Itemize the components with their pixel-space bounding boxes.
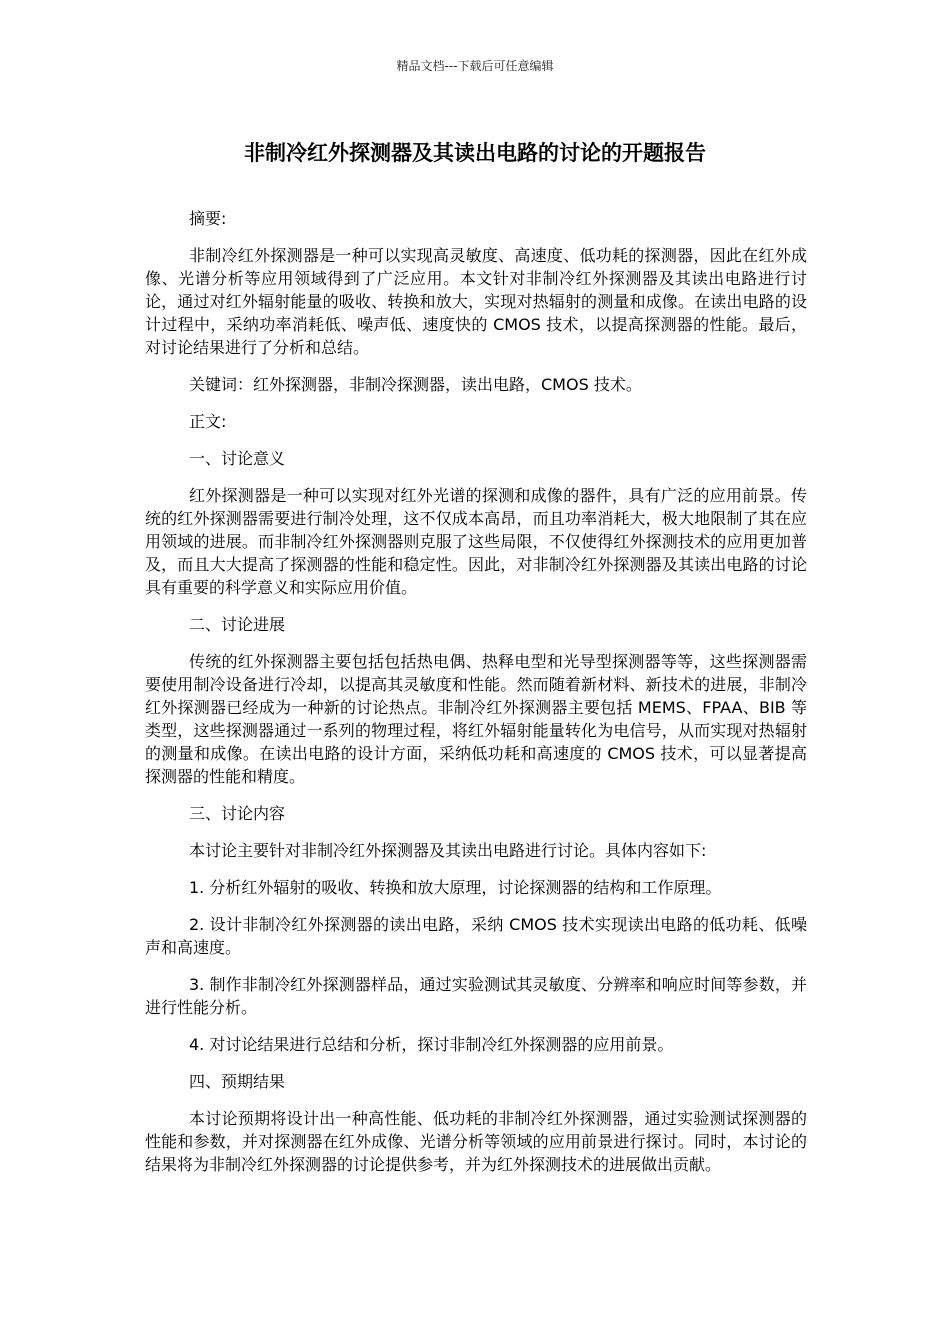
progress-paragraph: 传统的红外探测器主要包括包括热电偶、热释电型和光导型探测器等等，这些探测器需要使用制冷设备进行冷却，以提高其灵敏度和性能。然而随着新材料、新技术的进展，非制冷红外探测器已经成为一种新的讨论热点。非制冷红外探测器主要包括 MEMS、FPAA、BIB 等类型，这些探测器通过一系列的物理过程，将红外辐射能量转化为电信号，从而实现对热辐射的测量和成像。在读出电路的设计方面，采纳低功耗和高速度的 CMOS 技术，可以显著提高探测器的性能和精度。: [145, 652, 807, 786]
document-title: 非制冷红外探测器及其读出电路的讨论的开题报告: [244, 141, 706, 165]
section-heading-progress: 二、讨论进展: [189, 615, 286, 634]
content-item-1: 1. 分析红外辐射的吸收、转换和放大原理，讨论探测器的结构和工作原理。: [189, 878, 722, 897]
content-intro-paragraph: 本讨论主要针对非制冷红外探测器及其读出电路进行讨论。具体内容如下:: [189, 841, 707, 860]
content-item-3: 3. 制作非制冷红外探测器样品，通过实验测试其灵敏度、分辨率和响应时间等参数，并进行性能分析。: [145, 975, 807, 1017]
abstract-paragraph: 非制冷红外探测器是一种可以实现高灵敏度、高速度、低功耗的探测器，因此在红外成像、光谱分析等应用领域得到了广泛应用。本文针对非制冷红外探测器及其读出电路进行讨论，通过对红外辐射能量的吸收、转换和放大，实现对热辐射的测量和成像。在读出电路的设计过程中，采纳功率消耗低、噪声低、速度快的 CMOS 技术，以提高探测器的性能。最后，对讨论结果进行了分析和总结。: [145, 246, 807, 357]
section-heading-significance: 一、讨论意义: [189, 449, 286, 468]
content-item-2: 2. 设计非制冷红外探测器的读出电路，采纳 CMOS 技术实现读出电路的低功耗、低噪声和高速度。: [145, 915, 807, 957]
significance-paragraph: 红外探测器是一种可以实现对红外光谱的探测和成像的器件，具有广泛的应用前景。传统的红外探测器需要进行制冷处理，这不仅成本高昂，而且功率消耗大，极大地限制了其在应用领域的进展。而非制冷红外探测器则克服了这些局限，不仅使得红外探测技术的应用更加普及，而且大大提高了探测器的性能和稳定性。因此，对非制冷红外探测器及其读出电路的讨论具有重要的科学意义和实际应用价值。: [145, 486, 807, 597]
section-heading-expected-results: 四、预期结果: [189, 1072, 286, 1091]
keywords-paragraph: 关键词：红外探测器，非制冷探测器，读出电路，CMOS 技术。: [189, 375, 642, 394]
content-item-4: 4. 对讨论结果进行总结和分析，探讨非制冷红外探测器的应用前景。: [189, 1035, 674, 1054]
expected-results-paragraph: 本讨论预期将设计出一种高性能、低功耗的非制冷红外探测器，通过实验测试探测器的性能和参数，并对探测器在红外成像、光谱分析等领域的应用前景进行探讨。同时，本讨论的结果将为非制冷红外探测器的讨论提供参考，并为红外探测技术的进展做出贡献。: [145, 1109, 807, 1174]
section-heading-content: 三、讨论内容: [189, 804, 286, 823]
body-heading: 正文:: [189, 412, 227, 431]
abstract-heading: 摘要:: [189, 209, 227, 228]
document-body: [145, 207, 807, 1190]
header-note: 精品文档---下载后可任意编辑: [396, 59, 554, 73]
